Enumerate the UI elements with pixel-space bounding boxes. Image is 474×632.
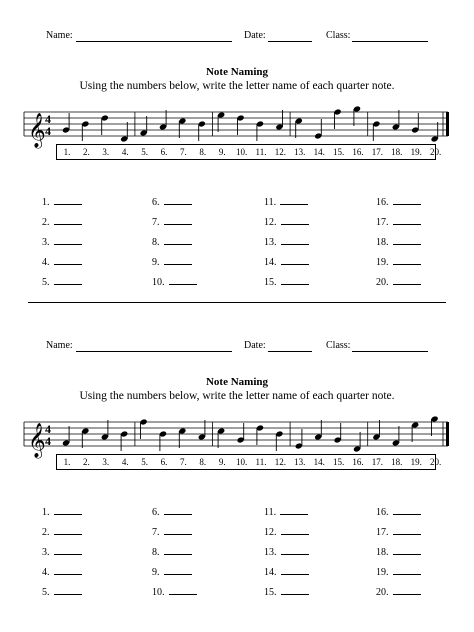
quarter-note bbox=[275, 110, 283, 131]
answer-item bbox=[264, 196, 308, 208]
page-title: Note Naming bbox=[205, 66, 269, 78]
answer-blank[interactable] bbox=[54, 566, 82, 575]
answer-number: 14. bbox=[264, 567, 277, 578]
quarter-note bbox=[314, 420, 322, 441]
answer-item bbox=[152, 236, 192, 248]
treble-clef-icon: 𝄞 bbox=[28, 113, 46, 148]
answer-blank[interactable] bbox=[54, 586, 82, 595]
name-field[interactable] bbox=[76, 41, 232, 42]
quarter-note bbox=[353, 432, 361, 453]
quarter-note bbox=[140, 418, 148, 439]
answer-blank[interactable] bbox=[164, 526, 192, 535]
answer-item bbox=[264, 256, 309, 268]
answer-item bbox=[152, 256, 192, 268]
note-number-label: 13. bbox=[294, 147, 306, 157]
note-number-label: 7. bbox=[180, 457, 187, 467]
date-label: Date: bbox=[244, 340, 266, 351]
note-number-label: 18. bbox=[391, 457, 403, 467]
answer-blank[interactable] bbox=[281, 236, 309, 245]
answer-blank[interactable] bbox=[169, 276, 197, 285]
answer-item bbox=[376, 546, 421, 558]
answer-item bbox=[376, 196, 421, 208]
instructions: Using the numbers below, write the letter name of each quarter note. bbox=[79, 390, 395, 402]
note-number-label: 1. bbox=[63, 147, 71, 157]
quarter-note bbox=[140, 116, 148, 137]
date-label: Date: bbox=[244, 30, 266, 41]
answer-item bbox=[376, 586, 421, 598]
answer-number: 17. bbox=[376, 217, 389, 228]
answer-number: 16. bbox=[376, 197, 389, 208]
answer-item bbox=[42, 506, 82, 518]
answer-number: 13. bbox=[264, 237, 277, 248]
time-signature-bottom: 4 bbox=[45, 434, 51, 448]
answer-item bbox=[152, 506, 192, 518]
class-label: Class: bbox=[326, 340, 351, 351]
note-number-label: 4. bbox=[121, 147, 129, 157]
quarter-note bbox=[198, 120, 206, 141]
answer-item bbox=[376, 526, 421, 538]
answer-blank[interactable] bbox=[164, 196, 192, 205]
page-title: Note Naming bbox=[205, 376, 269, 388]
note-number-label: 7. bbox=[180, 147, 187, 157]
answer-item bbox=[264, 216, 309, 228]
quarter-note bbox=[372, 420, 380, 441]
answer-blank[interactable] bbox=[54, 506, 82, 515]
answer-blank[interactable] bbox=[393, 196, 421, 205]
answer-item bbox=[264, 276, 309, 288]
quarter-note bbox=[334, 423, 342, 444]
answer-item bbox=[42, 586, 82, 598]
answer-item bbox=[376, 236, 421, 248]
note-number-label: 17. bbox=[371, 457, 384, 467]
answer-blank[interactable] bbox=[393, 546, 421, 555]
note-number-label: 1. bbox=[63, 457, 71, 467]
final-barline-thick bbox=[446, 112, 449, 136]
answer-blank[interactable] bbox=[54, 526, 82, 535]
answer-number: 10. bbox=[152, 587, 165, 598]
answer-item bbox=[376, 216, 421, 228]
answer-number: 20. bbox=[376, 277, 389, 288]
note-number-label: 6. bbox=[160, 147, 168, 157]
answer-number: 11. bbox=[264, 507, 277, 518]
answer-number: 9. bbox=[152, 257, 160, 268]
note-number-label: 10. bbox=[235, 457, 248, 467]
answer-blank[interactable] bbox=[281, 566, 309, 575]
quarter-note bbox=[411, 421, 419, 442]
answer-blank[interactable] bbox=[393, 506, 421, 515]
answer-blank[interactable] bbox=[54, 256, 82, 265]
header-row bbox=[0, 30, 474, 44]
name-label: Name: bbox=[46, 340, 73, 351]
answer-item bbox=[152, 526, 192, 538]
answer-item bbox=[152, 216, 192, 228]
answer-item bbox=[264, 236, 309, 248]
answer-number: 11. bbox=[264, 197, 277, 208]
answer-item bbox=[264, 506, 308, 518]
answer-number: 5. bbox=[42, 587, 50, 598]
answer-number: 10. bbox=[152, 277, 165, 288]
note-number-label: 20. bbox=[429, 457, 442, 467]
answer-number: 5. bbox=[42, 277, 50, 288]
quarter-note bbox=[392, 110, 400, 131]
answer-item bbox=[376, 506, 421, 518]
answer-blank[interactable] bbox=[164, 256, 192, 265]
quarter-note bbox=[217, 111, 225, 132]
answer-number: 20. bbox=[376, 587, 389, 598]
answer-number: 12. bbox=[264, 527, 277, 538]
quarter-note bbox=[159, 110, 167, 131]
answer-blank[interactable] bbox=[164, 236, 192, 245]
answer-number: 12. bbox=[264, 217, 277, 228]
class-field[interactable] bbox=[352, 41, 428, 42]
answer-number: 15. bbox=[264, 277, 277, 288]
quarter-note bbox=[411, 113, 419, 134]
answer-blank[interactable] bbox=[280, 506, 308, 515]
quarter-note bbox=[81, 120, 89, 141]
answer-number: 9. bbox=[152, 567, 160, 578]
class-field[interactable] bbox=[352, 351, 428, 352]
answer-blank[interactable] bbox=[164, 506, 192, 515]
quarter-note bbox=[372, 120, 380, 141]
answer-item bbox=[264, 526, 309, 538]
note-number-label: 8. bbox=[199, 147, 207, 157]
time-signature-top: 4 bbox=[45, 422, 51, 436]
quarter-note bbox=[81, 427, 89, 448]
note-number-label: 9. bbox=[218, 457, 226, 467]
quarter-note bbox=[392, 426, 400, 447]
answer-blank[interactable] bbox=[393, 256, 421, 265]
date-field[interactable] bbox=[268, 351, 312, 352]
quarter-note bbox=[237, 423, 245, 444]
quarter-note bbox=[120, 430, 128, 451]
quarter-note bbox=[256, 424, 264, 445]
answer-blank[interactable] bbox=[54, 216, 82, 225]
answer-item bbox=[376, 276, 421, 288]
answer-blank[interactable] bbox=[393, 236, 421, 245]
answer-blank[interactable] bbox=[281, 586, 309, 595]
note-number-strip bbox=[56, 144, 442, 160]
note-number-label: 6. bbox=[160, 457, 168, 467]
note-number-label: 2. bbox=[83, 457, 90, 467]
answer-item bbox=[42, 276, 82, 288]
answer-blank[interactable] bbox=[164, 216, 192, 225]
answer-number: 18. bbox=[376, 237, 389, 248]
quarter-note bbox=[101, 420, 109, 441]
answer-number: 2. bbox=[42, 217, 50, 228]
answer-number: 3. bbox=[42, 237, 50, 248]
note-number-label: 14. bbox=[313, 457, 325, 467]
answer-blank[interactable] bbox=[54, 236, 82, 245]
worksheet-bottom bbox=[0, 310, 474, 610]
note-number-label: 3. bbox=[102, 457, 110, 467]
quarter-note bbox=[217, 427, 225, 448]
header-row bbox=[0, 340, 474, 354]
answer-blank[interactable] bbox=[281, 546, 309, 555]
answer-item bbox=[42, 566, 82, 578]
answer-number: 17. bbox=[376, 527, 389, 538]
name-field[interactable] bbox=[76, 351, 232, 352]
note-number-label: 2. bbox=[83, 147, 90, 157]
answer-item bbox=[152, 196, 192, 208]
note-number-label: 16. bbox=[352, 457, 364, 467]
answer-number: 14. bbox=[264, 257, 277, 268]
answer-item bbox=[376, 256, 421, 268]
note-number-label: 13. bbox=[294, 457, 306, 467]
answer-number: 4. bbox=[42, 567, 50, 578]
quarter-note bbox=[237, 114, 245, 135]
answer-blank[interactable] bbox=[281, 276, 309, 285]
quarter-note bbox=[256, 120, 264, 141]
answer-number: 1. bbox=[42, 197, 50, 208]
note-number-label: 4. bbox=[121, 457, 129, 467]
note-number-label: 8. bbox=[199, 457, 207, 467]
answer-number: 7. bbox=[152, 217, 160, 228]
quarter-note bbox=[353, 105, 361, 126]
note-number-strip bbox=[56, 454, 442, 470]
answer-blank[interactable] bbox=[393, 566, 421, 575]
quarter-note bbox=[198, 420, 206, 441]
answer-number: 15. bbox=[264, 587, 277, 598]
answer-item bbox=[42, 236, 82, 248]
quarter-note bbox=[334, 108, 342, 129]
quarter-note bbox=[314, 119, 322, 140]
answer-item bbox=[152, 566, 192, 578]
note-number-label: 15. bbox=[332, 457, 345, 467]
answer-item bbox=[42, 216, 82, 228]
answer-number: 13. bbox=[264, 547, 277, 558]
answer-number: 16. bbox=[376, 507, 389, 518]
answer-blank[interactable] bbox=[164, 546, 192, 555]
answer-item bbox=[264, 566, 309, 578]
answer-item bbox=[42, 256, 82, 268]
quarter-note bbox=[178, 117, 186, 138]
quarter-note bbox=[295, 117, 303, 138]
answer-blank[interactable] bbox=[54, 276, 82, 285]
answer-blank[interactable] bbox=[393, 276, 421, 285]
note-number-label: 18. bbox=[391, 147, 403, 157]
answer-number: 3. bbox=[42, 547, 50, 558]
answer-blank[interactable] bbox=[393, 586, 421, 595]
note-number-label: 11. bbox=[255, 457, 267, 467]
note-number-label: 20. bbox=[429, 147, 442, 157]
note-number-label: 19. bbox=[410, 147, 422, 157]
note-number-label: 14. bbox=[313, 147, 325, 157]
date-field[interactable] bbox=[268, 41, 312, 42]
answer-number: 19. bbox=[376, 257, 389, 268]
time-signature-bottom: 4 bbox=[45, 124, 51, 138]
answer-blank[interactable] bbox=[280, 196, 308, 205]
answer-item bbox=[264, 586, 309, 598]
answer-number: 6. bbox=[152, 507, 160, 518]
answer-item bbox=[42, 196, 82, 208]
quarter-note bbox=[178, 427, 186, 448]
answer-item bbox=[152, 586, 197, 598]
section-divider bbox=[28, 302, 446, 303]
quarter-note bbox=[159, 430, 167, 451]
note-number-label: 12. bbox=[274, 147, 287, 157]
treble-clef-icon: 𝄞 bbox=[28, 423, 46, 458]
answer-blank[interactable] bbox=[54, 546, 82, 555]
answer-blank[interactable] bbox=[54, 196, 82, 205]
quarter-note bbox=[101, 114, 109, 135]
answer-number: 4. bbox=[42, 257, 50, 268]
quarter-note bbox=[62, 113, 70, 134]
answer-number: 1. bbox=[42, 507, 50, 518]
answer-blank[interactable] bbox=[281, 526, 309, 535]
note-number-label: 19. bbox=[410, 457, 422, 467]
quarter-note bbox=[120, 122, 128, 143]
quarter-note bbox=[431, 415, 439, 436]
time-signature-top: 4 bbox=[45, 112, 51, 126]
answer-number: 18. bbox=[376, 547, 389, 558]
answer-item bbox=[264, 546, 309, 558]
answer-blank[interactable] bbox=[393, 526, 421, 535]
note-number-label: 12. bbox=[274, 457, 287, 467]
quarter-note bbox=[275, 430, 283, 451]
quarter-note bbox=[62, 426, 70, 447]
answer-blank[interactable] bbox=[281, 216, 309, 225]
answer-item bbox=[42, 526, 82, 538]
note-number-label: 15. bbox=[332, 147, 345, 157]
answer-number: 8. bbox=[152, 237, 160, 248]
quarter-note bbox=[431, 122, 439, 143]
answer-blank[interactable] bbox=[169, 586, 197, 595]
note-number-label: 9. bbox=[218, 147, 226, 157]
note-number-label: 10. bbox=[235, 147, 248, 157]
answer-number: 19. bbox=[376, 567, 389, 578]
note-number-label: 5. bbox=[141, 457, 148, 467]
answer-number: 2. bbox=[42, 527, 50, 538]
worksheet-top bbox=[0, 0, 474, 300]
note-number-label: 16. bbox=[352, 147, 364, 157]
answer-item bbox=[376, 566, 421, 578]
answer-number: 6. bbox=[152, 197, 160, 208]
final-barline-thick bbox=[446, 422, 449, 446]
note-number-label: 3. bbox=[102, 147, 110, 157]
answer-item bbox=[152, 546, 192, 558]
answer-blank[interactable] bbox=[164, 566, 192, 575]
class-label: Class: bbox=[326, 30, 351, 41]
answer-item bbox=[42, 546, 82, 558]
note-number-label: 11. bbox=[255, 147, 267, 157]
quarter-note bbox=[295, 429, 303, 450]
instructions: Using the numbers below, write the letter name of each quarter note. bbox=[79, 80, 395, 92]
name-label: Name: bbox=[46, 30, 73, 41]
note-number-label: 17. bbox=[371, 147, 384, 157]
answer-number: 7. bbox=[152, 527, 160, 538]
answer-blank[interactable] bbox=[393, 216, 421, 225]
answer-item bbox=[152, 276, 197, 288]
answer-number: 8. bbox=[152, 547, 160, 558]
answer-blank[interactable] bbox=[281, 256, 309, 265]
note-number-label: 5. bbox=[141, 147, 148, 157]
